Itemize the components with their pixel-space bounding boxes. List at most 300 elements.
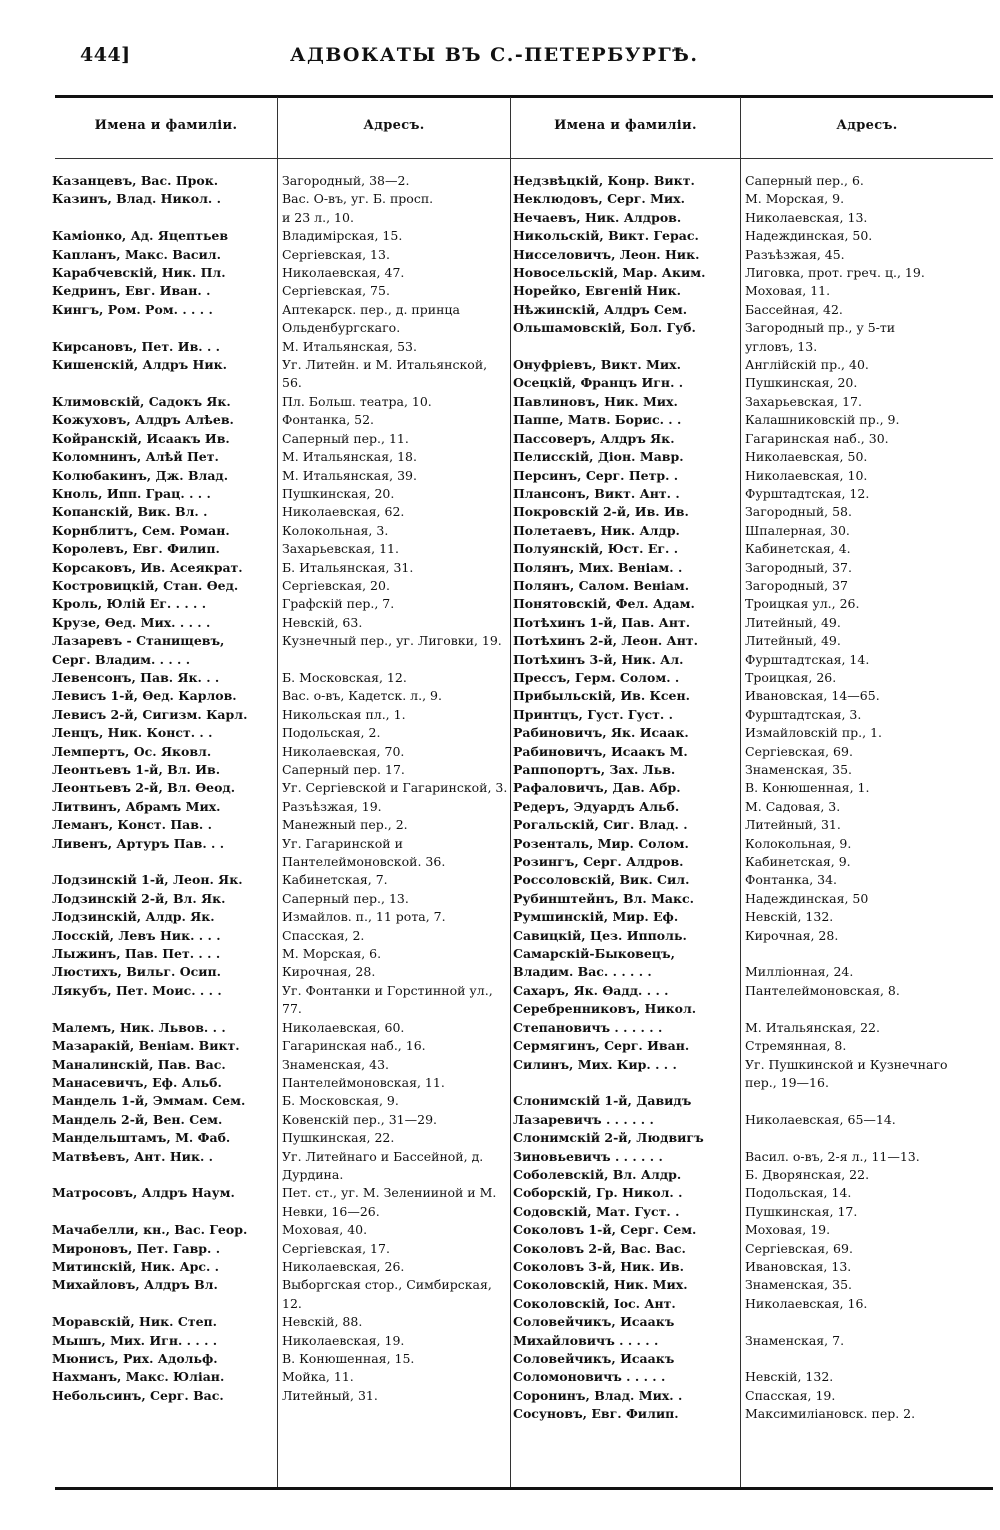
lawyer-address: Кабинетская, 9. — [745, 854, 851, 870]
lawyer-entry — [52, 706, 510, 724]
lawyer-name: Ливенъ, Артуръ Пав. . . — [52, 835, 225, 851]
lawyer-entry — [513, 835, 977, 853]
lawyer-name: Силинъ, Мих. Кир. . . . — [513, 1056, 677, 1072]
lawyer-entry — [52, 632, 510, 669]
lawyer-address: Калашниковскій пр., 9. — [745, 412, 900, 428]
lawyer-name: Потѣхинъ 3-й, Ник. Ал. — [513, 651, 684, 667]
lawyer-name: Капланъ, Макс. Васил. — [52, 246, 221, 262]
lawyer-name: Самарскій-Быковецъ, Владим. Вас. . . . . . — [513, 946, 675, 980]
lawyer-name: Небольсинъ, Серг. Вас. — [52, 1387, 224, 1403]
column-header-address: Адресъ. — [363, 118, 425, 133]
page-title: АДВОКАТЫ ВЪ С.-ПЕТЕРБУРГѢ. — [290, 44, 699, 66]
lawyer-entry — [52, 356, 510, 393]
lawyer-address: Сергіевская, 20. — [282, 577, 390, 593]
lawyer-entry — [52, 687, 510, 705]
lawyer-entry — [52, 448, 510, 466]
lawyer-entry — [513, 1037, 977, 1055]
lawyer-address: Пантелеймоновская, 8. — [745, 982, 900, 998]
lawyer-address: Невскій, 88. — [282, 1314, 363, 1330]
lawyer-entry — [513, 559, 977, 577]
lawyer-name: Литвинъ, Абрамъ Мих. — [52, 798, 221, 814]
lawyer-entry — [513, 1221, 977, 1239]
lawyer-address: Пушкинская, 20. — [745, 375, 858, 391]
lawyer-entry — [52, 522, 510, 540]
lawyer-address: Николаевская, 47. — [282, 265, 405, 281]
lawyer-name: Соборскій, Гр. Никол. . — [513, 1185, 683, 1201]
lawyer-entry — [52, 227, 510, 245]
lawyer-name: Соболевскій, Вл. Алдр. — [513, 1166, 682, 1182]
lawyer-address: Троицкая, 26. — [745, 669, 837, 685]
lawyer-name: Коломнинъ, Алѣй Пет. — [52, 449, 219, 465]
lawyer-entry — [513, 669, 977, 687]
lawyer-address: Моховая, 19. — [745, 1222, 831, 1238]
lawyer-address: Васил. о-въ, 2-я л., 11—13. — [745, 1148, 920, 1164]
lawyer-entry — [513, 982, 977, 1000]
lawyer-entry — [52, 816, 510, 834]
lawyer-entry — [52, 595, 510, 613]
lawyer-entry — [52, 559, 510, 577]
lawyer-name: Мандель 1-й, Эммам. Сем. — [52, 1093, 246, 1109]
lawyer-name: Нисселовичъ, Леон. Ник. — [513, 246, 700, 262]
lawyer-name: Левисъ 1-й, Ѳед. Карлов. — [52, 688, 237, 704]
lawyer-name: Полянъ, Салом. Веніам. — [513, 577, 690, 593]
lawyer-address: В. Конюшенная, 1. — [745, 780, 870, 796]
lawyer-address: Сергіевская, 13. — [282, 246, 390, 262]
lawyer-entry — [513, 1295, 977, 1313]
lawyer-name: Полянъ, Мих. Веніам. . — [513, 559, 683, 575]
lawyer-address: Милліонная, 24. — [745, 964, 854, 980]
lawyer-name: Матросовъ, Алдръ Наум. — [52, 1185, 235, 1201]
lawyer-entry — [513, 945, 977, 982]
lawyer-name: Мандель 2-й, Вен. Сем. — [52, 1111, 223, 1127]
lawyer-name: Недзвѣцкій, Конр. Викт. — [513, 173, 695, 188]
lawyer-name: Неклюдовъ, Серг. Мих. — [513, 191, 685, 207]
lawyer-name: Койранскій, Исаакъ Ив. — [52, 430, 230, 446]
lawyer-address: Пушкинская, 17. — [745, 1203, 858, 1219]
lawyer-address: Манежный пер., 2. — [282, 817, 408, 833]
lawyer-name: Лыжинъ, Пав. Пет. . . . — [52, 946, 221, 962]
lawyer-address: Графскій пер., 7. — [282, 596, 395, 612]
lawyer-address: Гагаринская наб., 16. — [282, 1038, 426, 1054]
lawyer-entry — [513, 1276, 977, 1294]
lawyer-name: Левенсонъ, Пав. Як. . . — [52, 669, 220, 685]
lawyer-address: Кабинетская, 4. — [745, 541, 851, 557]
lawyer-address: Николаевская, 65—14. — [745, 1111, 896, 1127]
lawyer-name: Лазаревъ - Станищевъ, Серг. Владим. . . . . — [52, 633, 225, 667]
lawyer-entry — [52, 890, 510, 908]
lawyer-name: Лодзинскій, Алдр. Як. — [52, 909, 215, 925]
lawyer-address: Николаевская, 62. — [282, 504, 405, 520]
lawyer-name: Полетаевъ, Ник. Алдр. — [513, 522, 680, 538]
lawyer-address: Ковенскій пер., 31—29. — [282, 1111, 438, 1127]
lawyer-name: Климовскій, Садокъ Як. — [52, 393, 231, 409]
lawyer-address: Выборгская стор., Симбирская, 12. — [282, 1277, 496, 1311]
lawyer-address: Пушкинская, 22. — [282, 1130, 395, 1146]
lawyer-name: Ольшамовскій, Бол. Губ. — [513, 320, 696, 336]
lawyer-name: Рафаловичъ, Дав. Абр. — [513, 780, 681, 796]
lawyer-name: Понятовскій, Фел. Адам. — [513, 596, 695, 612]
lawyer-name: Крузе, Ѳед. Мих. . . . . — [52, 614, 211, 630]
header-rule — [55, 158, 993, 159]
lawyer-entry — [513, 614, 977, 632]
lawyer-name: Рогальскій, Сиг. Влад. . — [513, 817, 688, 833]
lawyer-entry — [513, 540, 977, 558]
lawyer-address: Мойка, 11. — [282, 1369, 354, 1385]
lawyer-address: Николаевская, 50. — [745, 449, 868, 465]
lawyer-entry — [513, 1000, 977, 1037]
lawyer-name: Рабиновичъ, Исаакъ М. — [513, 743, 688, 759]
lawyer-address: Невскій, 132. — [745, 909, 834, 925]
lawyer-entry — [52, 1276, 510, 1313]
lawyer-entry — [52, 1184, 510, 1221]
lawyer-name: Копанскій, Вик. Вл. . — [52, 504, 208, 520]
lawyer-name: Кедринъ, Евг. Иван. . — [52, 283, 211, 299]
lawyer-address: Николаевская, 19. — [282, 1332, 405, 1348]
lawyer-name: Королевъ, Евг. Филип. — [52, 541, 220, 557]
lawyer-name: Паппе, Матв. Борис. . . — [513, 412, 682, 428]
lawyer-entry — [513, 1240, 977, 1258]
lawyer-address: Троицкая ул., 26. — [745, 596, 860, 612]
lawyer-address: Фурштадтская, 14. — [745, 651, 870, 667]
lawyer-address: Загородный, 37. — [745, 559, 852, 575]
lawyer-entry — [513, 522, 977, 540]
lawyer-entry — [513, 890, 977, 908]
lawyer-entry — [52, 338, 510, 356]
lawyer-name: Мироновъ, Пет. Гавр. . — [52, 1240, 221, 1256]
lawyer-entry — [52, 1387, 510, 1405]
lawyer-address: Максимиліановск. пер. 2. — [745, 1406, 916, 1422]
lawyer-entry — [513, 393, 977, 411]
lawyer-address: Владимірская, 15. — [282, 228, 403, 244]
lawyer-entry — [513, 411, 977, 429]
lawyer-name: Соловейчикъ, Исаакъ Соломоновичъ . . . . . — [513, 1351, 679, 1385]
lawyer-address: Николаевская, 10. — [745, 467, 868, 483]
lawyer-entry — [52, 1332, 510, 1350]
lawyer-entry — [52, 1074, 510, 1092]
lawyer-address: Подольская, 14. — [745, 1185, 852, 1201]
lawyer-name: Серебренниковъ, Никол. Степановичъ . . . . . . — [513, 1001, 697, 1035]
lawyer-name: Люстихъ, Вильг. Осип. — [52, 964, 222, 980]
lawyer-entry — [52, 835, 510, 872]
lawyer-name: Колюбакинъ, Дж. Влад. — [52, 467, 229, 483]
lawyer-address: Колокольная, 9. — [745, 835, 852, 851]
lawyer-name: Кингъ, Ром. Ром. . . . . — [52, 301, 213, 317]
lawyer-address: Николаевская, 13. — [745, 209, 868, 225]
column-divider — [510, 97, 511, 1487]
lawyer-entry — [52, 577, 510, 595]
lawyer-address: М. Морская, 9. — [745, 191, 845, 207]
lawyer-name: Лосскій, Левъ Ник. . . . — [52, 927, 221, 943]
lawyer-entry — [513, 1203, 977, 1221]
lawyer-entry — [513, 1166, 977, 1184]
lawyer-address: Б. Дворянская, 22. — [745, 1166, 870, 1182]
lawyer-entry — [513, 816, 977, 834]
lawyer-name: Манасевичъ, Еф. Альб. — [52, 1074, 222, 1090]
lawyer-address: Б. Итальянская, 31. — [282, 559, 414, 575]
lawyer-address: Пушкинская, 20. — [282, 485, 395, 501]
lawyer-name: Прибыльскій, Ив. Ксен. — [513, 688, 690, 704]
lawyer-address: Надеждинская, 50 — [745, 890, 869, 906]
lawyer-name: Осецкій, Францъ Игн. . — [513, 375, 684, 391]
lawyer-entry — [52, 246, 510, 264]
bottom-rule — [55, 1487, 993, 1490]
lawyer-address: Стремянная, 8. — [745, 1038, 847, 1054]
lawyer-name: Соколовъ 2-й, Вас. Вас. — [513, 1240, 686, 1256]
lawyer-entry — [513, 301, 977, 319]
lawyer-address: Николаевская, 16. — [745, 1295, 868, 1311]
lawyer-address: Колокольная, 3. — [282, 522, 389, 538]
lawyer-entry — [513, 1313, 977, 1350]
lawyer-address: Фурштадтская, 3. — [745, 706, 862, 722]
lawyer-name: Раппопортъ, Зах. Льв. — [513, 762, 676, 777]
lawyer-address: Саперный пер., 11. — [282, 430, 409, 446]
lawyer-name: Прессъ, Герм. Солом. . — [513, 669, 680, 685]
lawyer-entry — [52, 614, 510, 632]
lawyer-name: Лемпертъ, Ос. Яковл. — [52, 743, 212, 759]
lawyer-address: Кирочная, 28. — [282, 964, 376, 980]
lawyer-entry — [513, 1092, 977, 1129]
lawyer-name: Слонимскій 1-й, Давидъ Лазаревичъ . . . . . . — [513, 1093, 692, 1127]
lawyer-address: Фурштадтская, 12. — [745, 485, 870, 501]
lawyer-address: Литейный, 49. — [745, 614, 841, 630]
lawyer-name: Пелисскій, Діон. Мавр. — [513, 449, 684, 465]
lawyer-name: Малемъ, Ник. Львов. . . — [52, 1019, 226, 1035]
lawyer-name: Норейко, Евгеній Ник. — [513, 283, 681, 299]
lawyer-name: Нахманъ, Макс. Юліан. — [52, 1369, 225, 1385]
lawyer-entry — [513, 356, 977, 374]
lawyer-entry — [52, 1240, 510, 1258]
lawyer-name: Савицкій, Цез. Ипполь. — [513, 927, 687, 943]
lawyer-address: Саперный пер., 13. — [282, 890, 409, 906]
lawyer-entry — [513, 577, 977, 595]
lawyer-address: Спасская, 19. — [745, 1387, 836, 1403]
lawyer-entry — [52, 1148, 510, 1185]
lawyer-entry — [513, 319, 977, 356]
lawyer-name: Казинъ, Влад. Никол. . — [52, 191, 221, 207]
lawyer-entry — [52, 963, 510, 981]
lawyer-address: Загородный пр., у 5-ти угловъ, 13. — [745, 320, 896, 354]
lawyer-name: Кишенскій, Алдръ Ник. — [52, 357, 228, 373]
lawyer-address: Ивановская, 13. — [745, 1258, 852, 1274]
column-header-names: Имена и фамиліи. — [554, 118, 697, 133]
lawyer-name: Рабиновичъ, Як. Исаак. — [513, 725, 689, 741]
lawyer-address: Уг. Гагаринской и Пантелеймоновской. 36. — [282, 835, 446, 870]
lawyer-entry — [513, 706, 977, 724]
page-number: 444] — [80, 44, 131, 66]
lawyer-name: Мазаракій, Веніам. Викт. — [52, 1038, 240, 1054]
lawyer-name: Леонтьевъ 2-й, Вл. Ѳеод. — [52, 780, 236, 796]
column-header-names: Имена и фамиліи. — [94, 118, 238, 133]
lawyer-entry — [52, 982, 510, 1019]
lawyer-name: Пассоверъ, Алдръ Як. — [513, 430, 675, 446]
lawyer-entry — [513, 724, 977, 742]
lawyer-entry — [513, 871, 977, 889]
lawyer-name: Плансонъ, Викт. Ант. . — [513, 485, 680, 501]
lawyer-entry — [52, 485, 510, 503]
lawyer-name: Леонтьевъ 1-й, Вл. Ив. — [52, 762, 221, 777]
lawyer-address: Подольская, 2. — [282, 725, 381, 741]
lawyer-entry — [513, 430, 977, 448]
lawyer-name: Кирсановъ, Пет. Ив. . . — [52, 338, 221, 354]
lawyer-name: Кноль, Ипп. Грац. . . . — [52, 485, 211, 501]
lawyer-address: Знаменская, 43. — [282, 1056, 390, 1072]
lawyer-name: Нѣжинскій, Алдръ Сем. — [513, 301, 688, 317]
lawyer-entry — [52, 172, 510, 190]
lawyer-name: Лодзинскій 1-й, Леон. Як. — [52, 872, 243, 888]
lawyer-name: Лякубъ, Пет. Моис. . . . — [52, 982, 222, 998]
lawyer-name: Россоловскій, Вик. Сил. — [513, 872, 690, 888]
lawyer-address: Захарьевская, 17. — [745, 393, 862, 409]
lawyer-name: Леманъ, Конст. Пав. . — [52, 817, 212, 833]
top-rule — [55, 95, 993, 98]
lawyer-name: Кожуховъ, Алдръ Алѣев. — [52, 412, 234, 428]
lawyer-name: Павлиновъ, Ник. Мих. — [513, 393, 678, 409]
lawyer-address: М. Морская, 6. — [282, 946, 382, 962]
lawyer-name: Потѣхинъ 2-й, Леон. Ант. — [513, 633, 698, 649]
lawyer-entry — [513, 503, 977, 521]
lawyer-entry — [513, 467, 977, 485]
lawyer-address: Бассейная, 42. — [745, 301, 843, 317]
lawyer-address: Шпалерная, 30. — [745, 522, 850, 538]
lawyer-address: Уг. Литейнаго и Бассейной, д. Дурдина. — [282, 1148, 488, 1182]
lawyer-entry — [52, 430, 510, 448]
lawyer-entry — [513, 246, 977, 264]
lawyer-entry — [513, 1405, 977, 1423]
lawyer-address: Сергіевская, 75. — [282, 283, 390, 299]
lawyer-name: Соколовскій, Ник. Мих. — [513, 1277, 688, 1293]
lawyer-address: Б. Московская, 9. — [282, 1093, 399, 1109]
lawyer-entry — [52, 1037, 510, 1055]
lawyer-name: Соронинъ, Влад. Мих. . — [513, 1387, 683, 1403]
lawyer-name: Соколовъ 3-й, Ник. Ив. — [513, 1258, 684, 1274]
lawyer-entry — [52, 393, 510, 411]
lawyer-name: Корнблитъ, Сем. Роман. — [52, 522, 230, 538]
lawyer-name: Рубинштейнъ, Вл. Макс. — [513, 890, 695, 906]
lawyer-name: Кроль, Юлій Ег. . . . . — [52, 596, 207, 612]
lawyer-entry — [52, 411, 510, 429]
lawyer-entry — [513, 282, 977, 300]
lawyer-name: Персинъ, Серг. Петр. . — [513, 467, 679, 483]
lawyer-address: Знаменская, 7. — [745, 1332, 845, 1348]
lawyer-entry — [513, 1387, 977, 1405]
lawyer-entry — [52, 1221, 510, 1239]
lawyer-address: Захарьевская, 11. — [282, 541, 399, 557]
lawyer-entry — [513, 264, 977, 282]
lawyer-entry — [52, 301, 510, 338]
lawyer-address: Лиговка, прот. греч. ц., 19. — [745, 265, 925, 281]
lawyer-entry — [52, 540, 510, 558]
lawyer-name: Редеръ, Эдуардъ Альб. — [513, 798, 680, 814]
lawyer-entry — [52, 1258, 510, 1276]
lawyer-address: Уг. Литейн. и М. Итальянской, 56. — [282, 357, 492, 391]
lawyer-entry — [52, 282, 510, 300]
lawyer-address: Загородный, 37 — [745, 577, 849, 593]
lawyer-entry — [513, 743, 977, 761]
lawyer-name: Матвѣевъ, Ант. Ник. . — [52, 1148, 214, 1164]
lawyer-entry — [513, 1184, 977, 1202]
lawyer-name: Мандельштамъ, М. Фаб. — [52, 1130, 231, 1146]
lawyer-address: Уг. Сергіевской и Гагаринской, 3. — [282, 780, 508, 796]
lawyer-entry — [513, 448, 977, 466]
lawyer-address: Знаменская, 35. — [745, 762, 853, 777]
lawyer-entry — [52, 761, 510, 779]
lawyer-entry — [513, 632, 977, 650]
lawyer-name: Румшинскій, Мир. Еф. — [513, 909, 679, 925]
lawyer-entry — [513, 209, 977, 227]
lawyer-entry — [513, 1129, 977, 1166]
lawyer-entry — [52, 743, 510, 761]
lawyer-entry — [513, 1258, 977, 1276]
lawyer-address: Сергіевская, 69. — [745, 743, 853, 759]
lawyer-name: Полуянскій, Юст. Ег. . — [513, 541, 679, 557]
lawyer-address: Уг. Пушкинской и Кузнечнаго пер., 19—16. — [745, 1056, 952, 1090]
lawyer-name: Мюнисъ, Рих. Адольф. — [52, 1351, 218, 1366]
lawyer-name: Мышъ, Мих. Игн. . . . . — [52, 1332, 218, 1348]
lawyer-entry — [52, 1368, 510, 1386]
lawyer-address: Литейный, 31. — [745, 817, 841, 833]
lawyer-address: Измайловскій пр., 1. — [745, 725, 883, 741]
lawyer-address: Измайлов. п., 11 рота, 7. — [282, 909, 446, 925]
lawyer-address: М. Итальянская, 18. — [282, 449, 417, 465]
lawyer-address: Николаевская, 70. — [282, 743, 405, 759]
lawyer-address: Литейный, 31. — [282, 1387, 378, 1403]
lawyer-name: Михайловъ, Алдръ Вл. — [52, 1277, 218, 1293]
column-header-address: Адресъ. — [836, 118, 898, 133]
lawyer-name: Карабчевскій, Ник. Пл. — [52, 265, 226, 281]
lawyer-entry — [52, 190, 510, 227]
lawyer-entry — [513, 651, 977, 669]
lawyer-entry — [513, 1350, 977, 1387]
lawyer-address: Кирочная, 28. — [745, 927, 839, 943]
lawyer-name: Покровскій 2-й, Ив. Ив. — [513, 504, 689, 520]
lawyer-name: Принтцъ, Густ. Густ. . — [513, 706, 673, 722]
lawyer-entry — [52, 1350, 510, 1368]
lawyer-address: Загородный, 58. — [745, 504, 852, 520]
lawyer-address: Пет. ст., уг. М. Зеленииной и М. Невки, 16—26. — [282, 1185, 501, 1219]
lawyer-entry — [52, 798, 510, 816]
lawyer-entry — [52, 467, 510, 485]
lawyer-address: Николаевская, 26. — [282, 1258, 405, 1274]
lawyer-entry — [52, 945, 510, 963]
lawyer-address: Пантелеймоновская, 11. — [282, 1074, 445, 1090]
lawyer-entry — [52, 1056, 510, 1074]
left-entry-list — [52, 172, 510, 1405]
lawyer-name: Лодзинскій 2-й, Вл. Як. — [52, 890, 226, 906]
lawyer-name: Казанцевъ, Вас. Прок. — [52, 173, 219, 188]
lawyer-address: Разъѣзжая, 19. — [282, 798, 382, 814]
lawyer-name: Соколовъ 1-й, Серг. Сем. — [513, 1222, 697, 1238]
lawyer-entry — [513, 927, 977, 945]
lawyer-entry — [52, 1019, 510, 1037]
lawyer-name: Соловейчикъ, Исаакъ Михайловичъ . . . . . — [513, 1314, 679, 1348]
lawyer-entry — [513, 227, 977, 245]
lawyer-name: Сермягинъ, Серг. Иван. — [513, 1038, 690, 1054]
lawyer-name: Содовскій, Мат. Густ. . — [513, 1203, 680, 1219]
lawyer-address: Саперный пер., 6. — [745, 173, 864, 188]
lawyer-entry — [513, 595, 977, 613]
lawyer-entry — [52, 908, 510, 926]
lawyer-entry — [52, 779, 510, 797]
lawyer-entry — [513, 374, 977, 392]
lawyer-entry — [513, 687, 977, 705]
lawyer-entry — [513, 853, 977, 871]
lawyer-address: Никольская пл., 1. — [282, 706, 406, 722]
lawyer-address: Кабинетская, 7. — [282, 872, 388, 888]
lawyer-address: Фонтанка, 34. — [745, 872, 838, 888]
lawyer-address: Сергіевская, 17. — [282, 1240, 390, 1256]
lawyer-entry — [513, 172, 977, 190]
lawyer-entry — [513, 761, 977, 779]
